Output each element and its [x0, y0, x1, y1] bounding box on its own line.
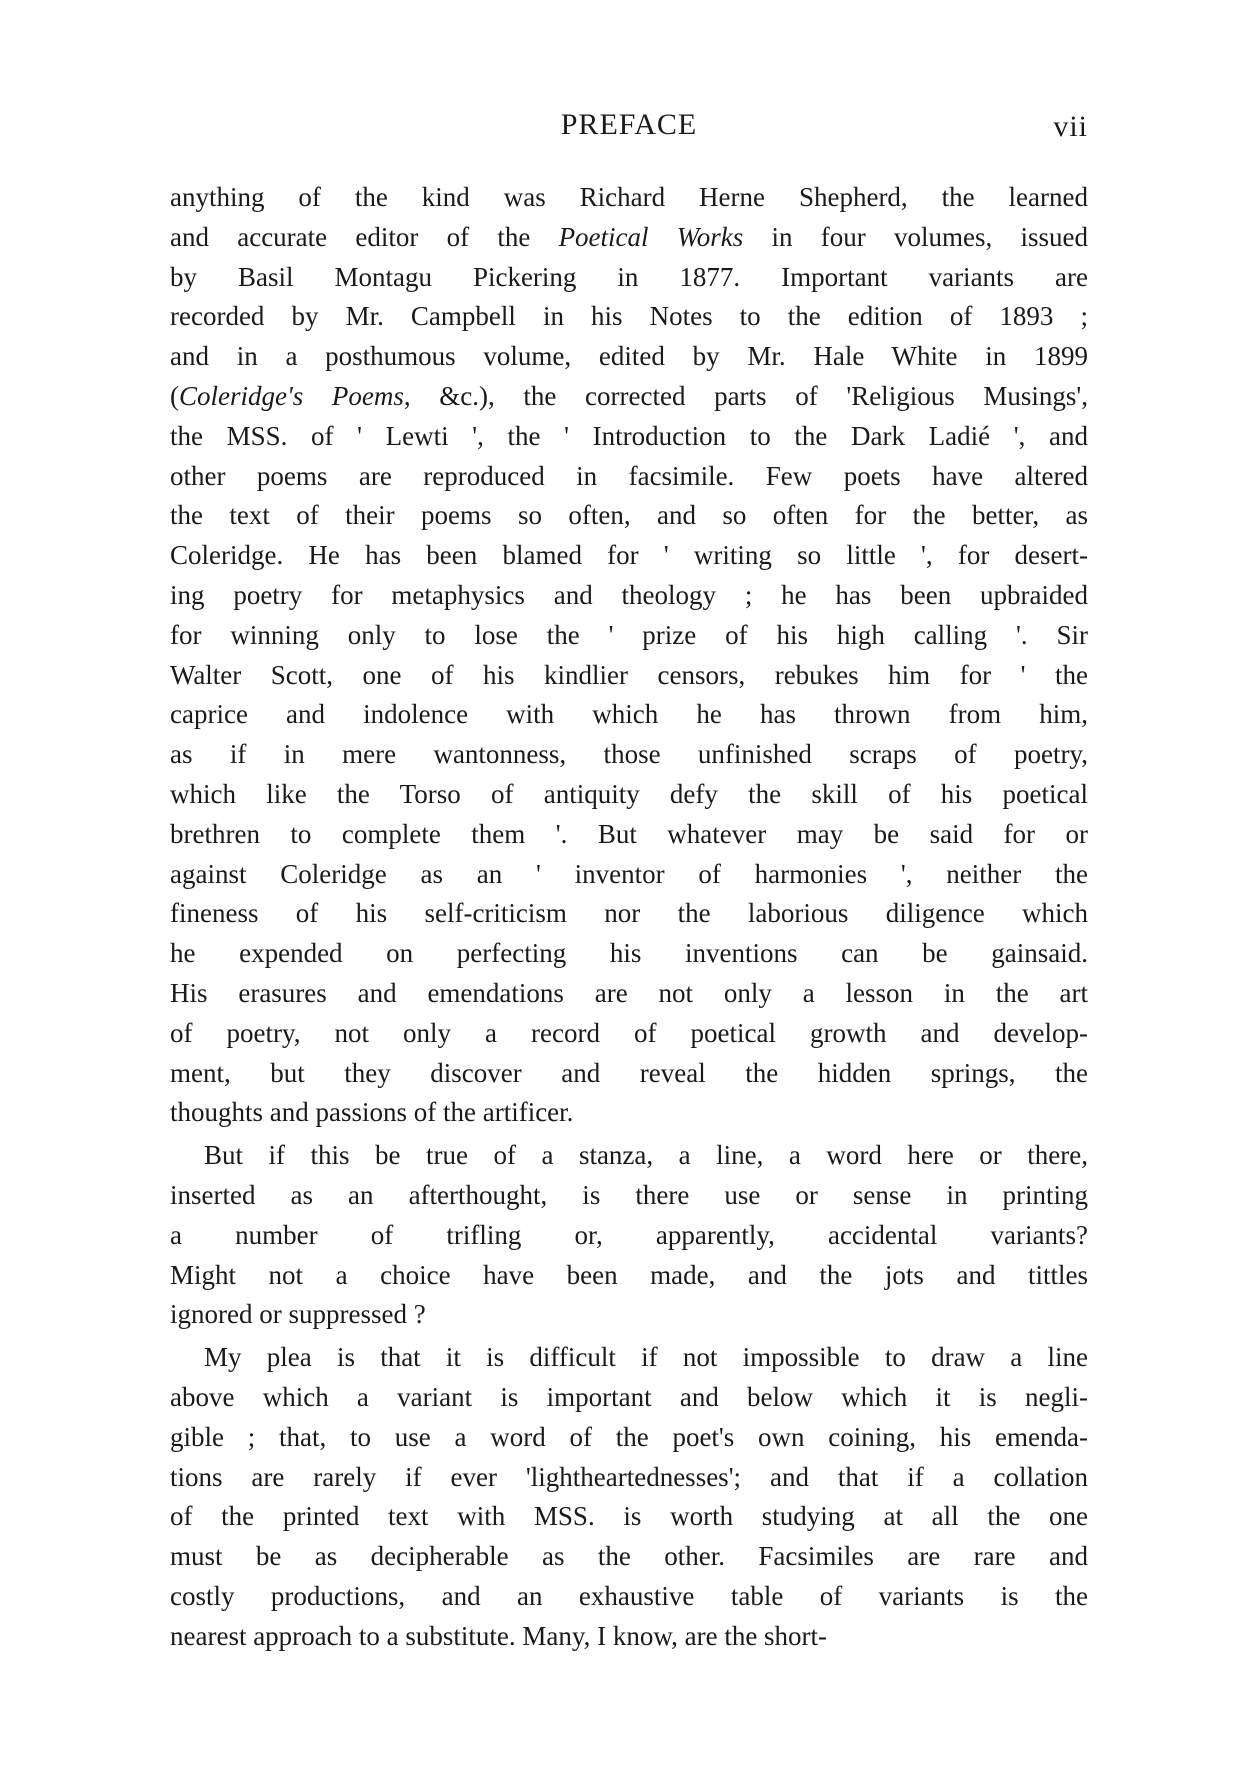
text-line: thoughts and passions of the artificer. — [170, 1097, 574, 1128]
text-line: Might not a choice have been made, and the jots and tittles — [170, 1259, 1088, 1290]
text-line: tions are rarely if ever 'lightheartednesses'; and that if a collation — [170, 1461, 1088, 1492]
italic-title: Coleridge's Poems — [179, 380, 404, 411]
text-line: recorded by Mr. Campbell in his Notes to the edition of 1893 ; — [170, 301, 1088, 332]
text-line: of the printed text with MSS. is worth studying at all the one — [170, 1501, 1088, 1532]
text-line: (Coleridge's Poems, &c.), the corrected parts of 'Religious Musings', — [170, 380, 1088, 411]
text-line: the MSS. of ' Lewti ', the ' Introduction to the Dark Ladié ', and — [170, 420, 1088, 451]
italic-title: Poetical Works — [558, 221, 744, 252]
text-line: a number of trifling or, apparently, accidental variants? — [170, 1219, 1088, 1250]
text-line: and accurate editor of the Poetical Works in four volumes, issued — [170, 221, 1088, 252]
text-line: But if this be true of a stanza, a line, a word here or there, — [204, 1140, 1088, 1171]
text-line: ment, but they discover and reveal the hidden springs, the — [170, 1057, 1088, 1088]
page-header — [170, 108, 1088, 152]
paragraph — [170, 178, 1088, 1133]
body-text — [170, 178, 1088, 1656]
text-line: His erasures and emendations are not only a lesson in the art — [170, 977, 1088, 1008]
page-number: vii — [1053, 110, 1088, 143]
text-line: costly productions, and an exhaustive table of variants is the — [170, 1580, 1088, 1611]
text-line: for winning only to lose the ' prize of his high calling '. Sir — [170, 619, 1088, 650]
text-line: fineness of his self-criticism nor the laborious diligence which — [170, 898, 1088, 929]
paragraph — [170, 1338, 1088, 1656]
text-line: ignored or suppressed ? — [170, 1299, 426, 1330]
text-line: above which a variant is important and below which it is negli- — [170, 1381, 1088, 1412]
text-line: against Coleridge as an ' inventor of harmonies ', neither the — [170, 858, 1088, 889]
text-line: caprice and indolence with which he has thrown from him, — [170, 699, 1088, 730]
text-line: Coleridge. He has been blamed for ' writing so little ', for desert- — [170, 540, 1088, 571]
text-line: brethren to complete them '. But whatever may be said for or — [170, 818, 1088, 849]
text-line: other poems are reproduced in facsimile. Few poets have altered — [170, 460, 1088, 491]
text-line: he expended on perfecting his inventions can be gainsaid. — [170, 938, 1088, 969]
running-title: PREFACE — [560, 108, 698, 141]
text-line: nearest approach to a substitute. Many, I know, are the short- — [170, 1620, 828, 1651]
text-line: inserted as an afterthought, is there use or sense in printing — [170, 1179, 1088, 1210]
text-line: must be as decipherable as the other. Facsimiles are rare and — [170, 1541, 1088, 1572]
text-line: the text of their poems so often, and so often for the better, as — [170, 500, 1088, 531]
text-line: gible ; that, to use a word of the poet's own coining, his emenda- — [170, 1421, 1088, 1452]
text-line: of poetry, not only a record of poetical growth and develop- — [170, 1017, 1088, 1048]
text-line: ing poetry for metaphysics and theology ; he has been upbraided — [170, 579, 1088, 610]
text-line: as if in mere wantonness, those unfinished scraps of poetry, — [170, 739, 1088, 770]
text-line: which like the Torso of antiquity defy the skill of his poetical — [170, 778, 1088, 809]
text-line: and in a posthumous volume, edited by Mr. Hale White in 1899 — [170, 341, 1088, 372]
text-line: anything of the kind was Richard Herne Shepherd, the learned — [170, 182, 1088, 212]
text-line: Walter Scott, one of his kindlier censors, rebukes him for ' the — [170, 659, 1088, 690]
text-line: by Basil Montagu Pickering in 1877. Important variants are — [170, 261, 1088, 292]
text-line: My plea is that it is difficult if not impossible to draw a line — [204, 1342, 1088, 1373]
paragraph — [170, 1136, 1088, 1335]
